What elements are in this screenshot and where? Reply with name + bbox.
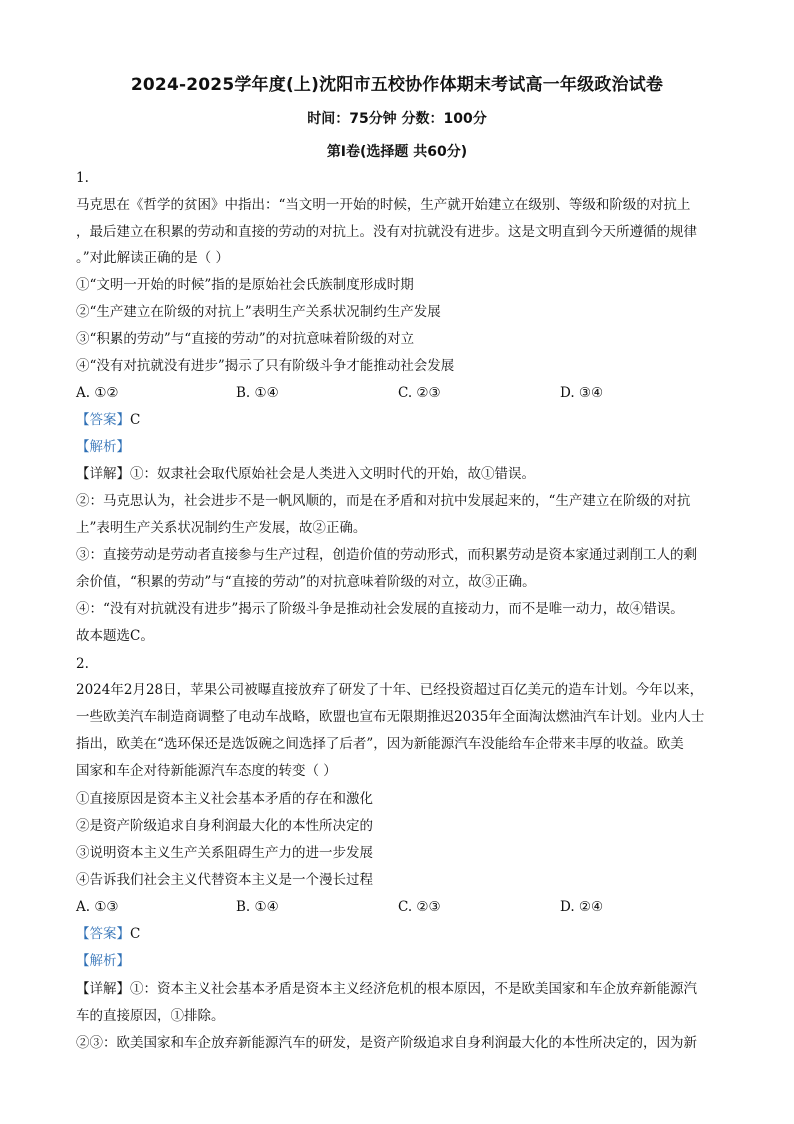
- option-a: A. ①③: [76, 899, 119, 915]
- detail-line: 上”表明生产关系状况制约生产发展，故②正确。: [76, 520, 367, 536]
- section-heading: 第Ⅰ卷(选择题 共60分): [326, 144, 468, 160]
- detail-line: 故本题选C。: [76, 628, 154, 644]
- option-d: D. ②④: [560, 899, 604, 915]
- analysis-line: [76, 437, 721, 457]
- statement-item: ③说明资本主义生产关系阻碍生产力的进一步发展: [76, 845, 373, 861]
- question-stem-line: 2024年2月28日，苹果公司被曝直接放弃了研发了十年、已经投资超过百亿美元的造车计划。今年以来，: [76, 682, 704, 698]
- analysis-line: [76, 951, 721, 971]
- answer-value: C: [130, 926, 141, 942]
- detail-text: ①：资本主义社会基本矛盾是资本主义经济危机的根本原因，不是欧美国家和车企放弃新能源汽: [130, 981, 697, 997]
- question-stem-line: ，最后建立在积累的劳动和直接的劳动的对抗上。没有对抗就没有进步。这是文明直到今天所遵循的规律: [76, 224, 697, 240]
- answer-value: C: [130, 412, 141, 428]
- page-title: 2024-2025学年度(上)沈阳市五校协作体期末考试高一年级政治试卷: [130, 75, 664, 95]
- option-c: C. ②③: [398, 385, 441, 401]
- analysis-tag: 【解析】: [76, 439, 130, 455]
- option-d: D. ③④: [560, 385, 604, 401]
- answer-tag: 【答案】: [76, 412, 130, 428]
- question-number: 1.: [76, 170, 89, 186]
- detail-line: ②：马克思认为，社会进步不是一帆风顺的，而是在矛盾和对抗中发展起来的，“生产建立在阶级的对抗: [76, 493, 691, 509]
- statement-item: ①直接原因是资本主义社会基本矛盾的存在和激化: [76, 791, 373, 807]
- detail-tag: 【详解】: [76, 981, 130, 997]
- detail-line: [76, 464, 721, 484]
- detail-line: ③：直接劳动是劳动者直接参与生产过程，创造价值的劳动形式，而积累劳动是资本家通过剥削工人的剩: [76, 547, 697, 563]
- detail-line: [76, 979, 721, 999]
- statement-item: ②“生产建立在阶级的对抗上”表明生产关系状况制约生产发展: [76, 304, 441, 320]
- answer-line: [76, 410, 721, 430]
- question-stem-line: 指出，欧美在“选环保还是选饭碗之间选择了后者”，因为新能源汽车没能给车企带来丰厚的收益。欧美: [76, 736, 684, 752]
- answer-options: [76, 897, 721, 917]
- option-a: A. ①②: [76, 385, 119, 401]
- option-b: B. ①④: [236, 899, 279, 915]
- statement-item: ④“没有对抗就没有进步”揭示了只有阶级斗争才能推动社会发展: [76, 358, 455, 374]
- question-stem-line: 国家和车企对待新能源汽车态度的转变（ ）: [76, 763, 337, 779]
- detail-tag: 【详解】: [76, 466, 130, 482]
- statement-item: ③“积累的劳动”与“直接的劳动”的对抗意味着阶级的对立: [76, 331, 415, 347]
- question-stem-line: 一些欧美汽车制造商调整了电动车战略，欧盟也宣布无限期推迟2035年全面淘汰燃油汽车计划。业内人士: [76, 709, 705, 725]
- question-stem-line: 马克思在《哲学的贫困》中指出：“当文明一开始的时候，生产就开始建立在级别、等级和阶级的对抗上: [76, 197, 691, 213]
- statement-item: ④告诉我们社会主义代替资本主义是一个漫长过程: [76, 872, 373, 888]
- statement-item: ②是资产阶级追求自身利润最大化的本性所决定的: [76, 818, 373, 834]
- detail-text: ①：奴隶社会取代原始社会是人类进入文明时代的开始，故①错误。: [130, 466, 535, 482]
- statement-item: ①“文明一开始的时候”指的是原始社会氏族制度形成时期: [76, 277, 414, 293]
- detail-line: ②③：欧美国家和车企放弃新能源汽车的研发，是资产阶级追求自身利润最大化的本性所决定的，因为新: [76, 1035, 697, 1051]
- answer-tag: 【答案】: [76, 926, 130, 942]
- answer-line: [76, 924, 721, 944]
- exam-meta: 时间：75分钟 分数：100分: [307, 111, 487, 127]
- question-number: 2.: [76, 656, 89, 672]
- option-c: C. ②③: [398, 899, 441, 915]
- detail-line: 余价值，“积累的劳动”与“直接的劳动”的对抗意味着阶级的对立，故③正确。: [76, 574, 536, 590]
- answer-options: [76, 383, 721, 403]
- detail-line: ④：“没有对抗就没有进步”揭示了阶级斗争是推动社会发展的直接动力，而不是唯一动力，故④错误。: [76, 601, 684, 617]
- analysis-tag: 【解析】: [76, 953, 130, 969]
- question-stem-line: 。”对此解读正确的是（ ）: [76, 250, 229, 266]
- option-b: B. ①④: [236, 385, 279, 401]
- detail-line: 车的直接原因，①排除。: [76, 1008, 225, 1024]
